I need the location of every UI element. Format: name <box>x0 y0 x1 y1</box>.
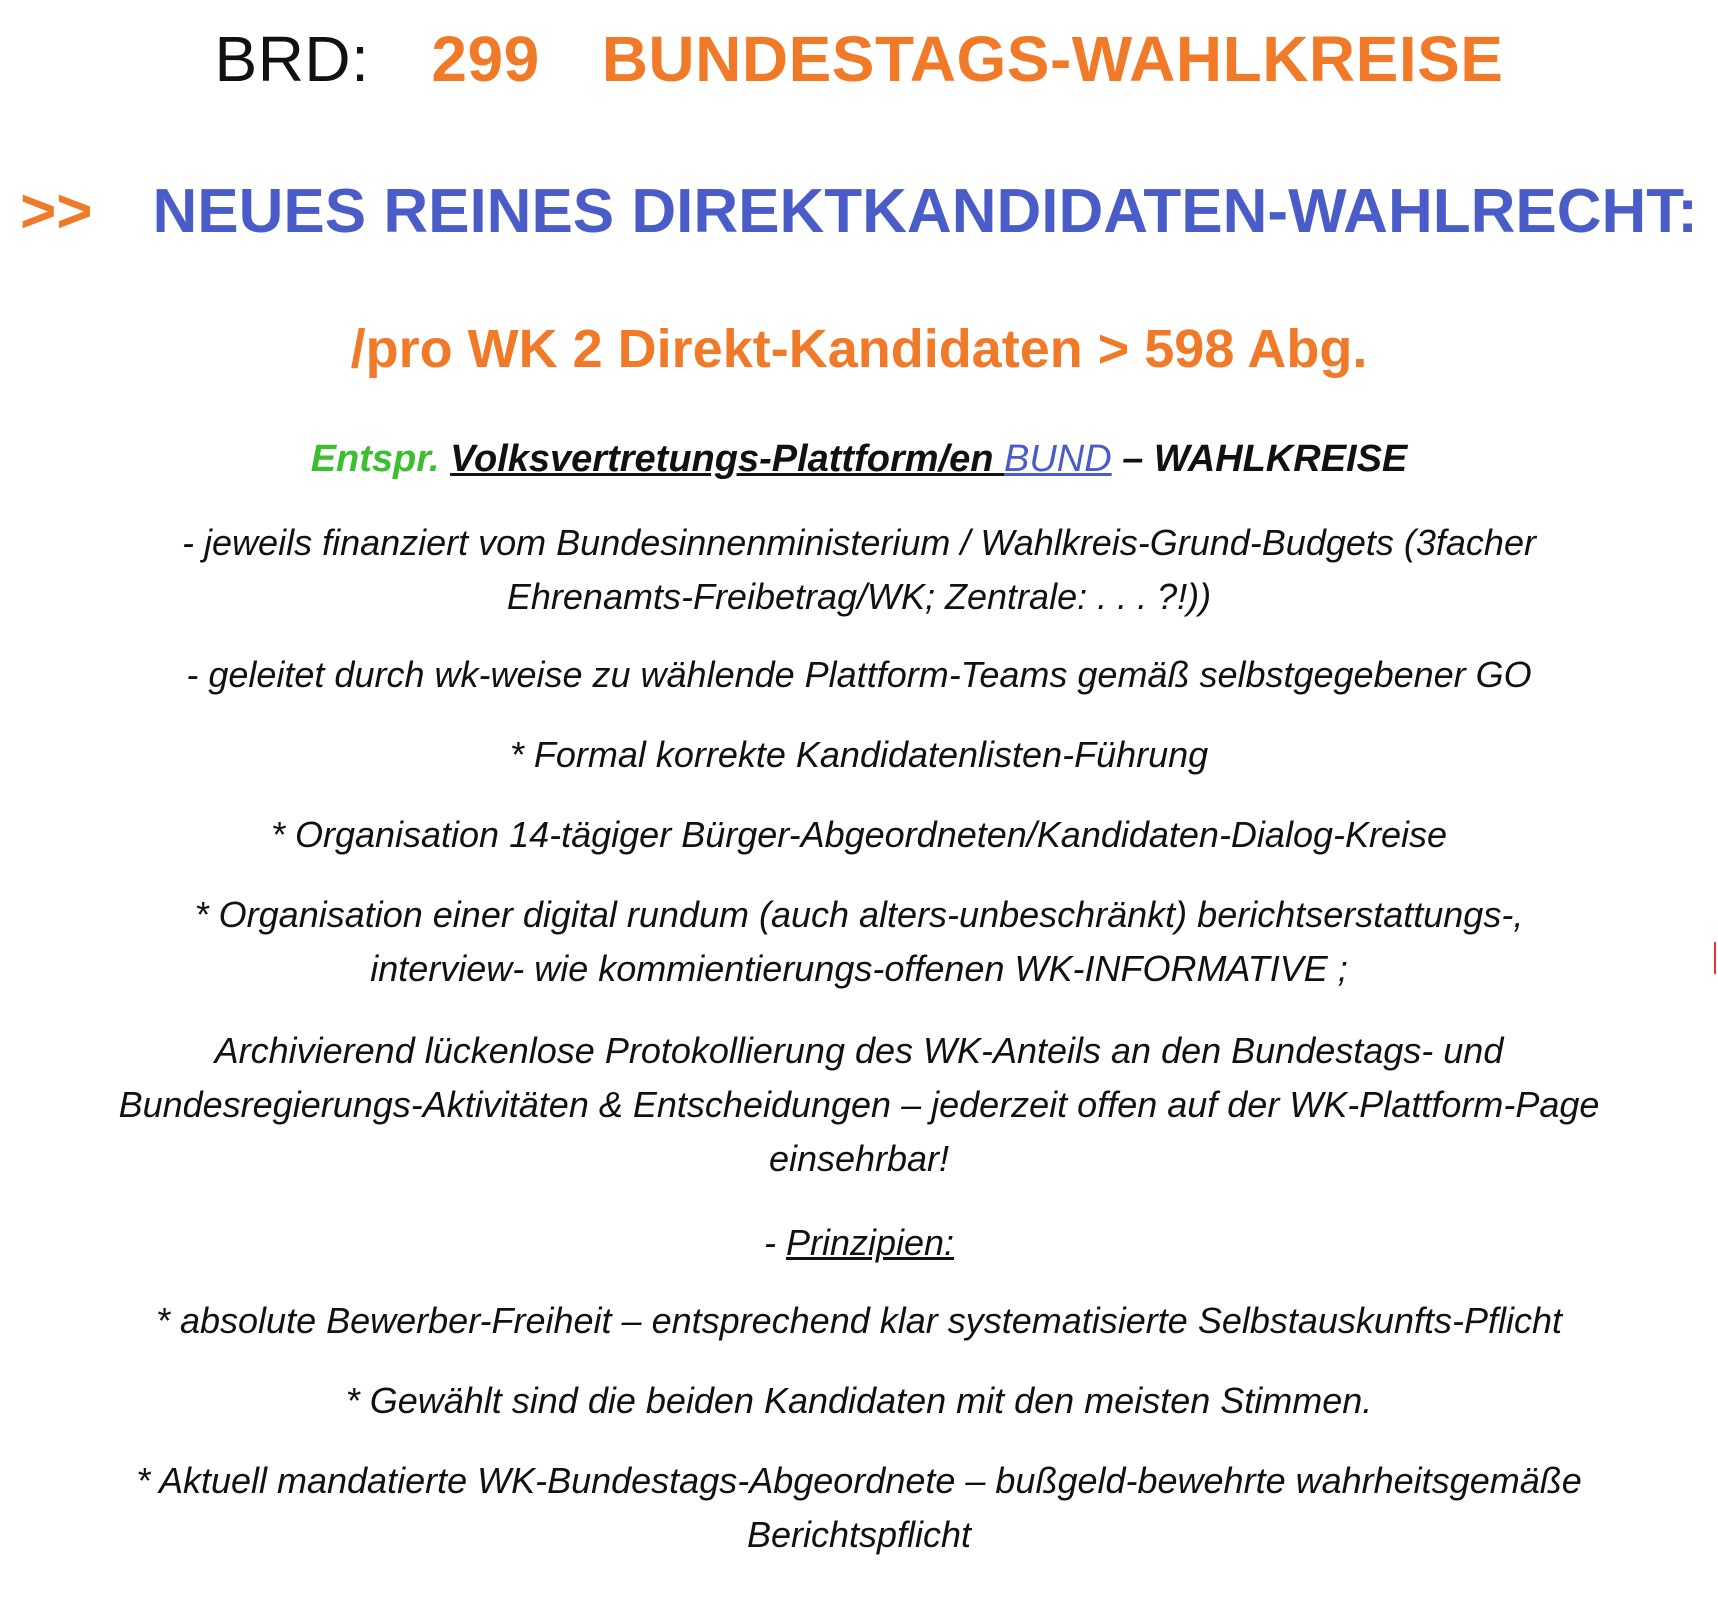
organisation-list-item: * Organisation 14-tägiger Bürger-Abgeordneten/Kandidaten-Dialog-Kreise <box>270 814 1448 855</box>
subheadline: /pro WK 2 Direkt-Kandidaten > 598 Abg. <box>350 319 1368 379</box>
title-label: BUNDESTAGS-WAHLKREISE <box>601 23 1504 95</box>
led-by-paragraph: - geleitet durch wk-weise zu wählende Plattform-Teams gemäß selbstgegebener GO <box>186 654 1532 695</box>
financed-paragraph <box>0 516 1718 624</box>
current-line-2: Berichtspflicht <box>746 1514 972 1555</box>
archive-line-3: einsehrbar! <box>768 1138 950 1179</box>
archive-paragraph <box>0 1024 1718 1186</box>
principles-dash: - <box>763 1222 786 1263</box>
edge-mark <box>1714 942 1716 974</box>
elected-list-item: * Gewählt sind die beiden Kandidaten mit den meisten Stimmen. <box>345 1380 1373 1421</box>
archive-line-1: Archivierend lückenlose Protokollierung des WK-Anteils an den Bundestags- und <box>214 1030 1504 1071</box>
headline-text: NEUES REINES DIREKTKANDIDATEN-WAHLRECHT: <box>152 177 1698 246</box>
wahlkreise-label: – WAHLKREISE <box>1111 438 1408 480</box>
page-title <box>0 22 1718 96</box>
freedom-list-item: * absolute Bewerber-Freiheit – entsprechend klar systematisierte Selbstauskunfts-Pflicht <box>155 1300 1562 1341</box>
digital-line-1: * Organisation einer digital rundum (auch alters-unbeschränkt) berichtserstattungs-, <box>194 894 1524 935</box>
archive-line-2: Bundesregierungs-Aktivitäten & Entscheidungen – jederzeit offen auf der WK-Plattform-Page <box>118 1084 1600 1125</box>
title-prefix: BRD: <box>214 23 370 95</box>
bund-link[interactable]: BUND <box>1004 438 1112 480</box>
current-line-1: * Aktuell mandatierte WK-Bundestags-Abgeordnete – bußgeld-bewehrte wahrheitsgemäße <box>136 1460 1582 1501</box>
formal-list-item: * Formal korrekte Kandidatenlisten-Führung <box>509 734 1209 775</box>
financed-line-1: - jeweils finanziert vom Bundesinnenministerium / Wahlkreis-Grund-Budgets (3facher <box>182 522 1536 563</box>
headline <box>0 176 1718 247</box>
current-paragraph <box>0 1454 1718 1562</box>
platform-line <box>0 438 1718 481</box>
digital-paragraph <box>0 888 1718 996</box>
principles-heading <box>0 1216 1718 1270</box>
financed-line-2: Ehrenamts-Freibetrag/WK; Zentrale: . . . ?!)) <box>506 576 1212 617</box>
title-count: 299 <box>431 23 540 95</box>
entspr-label: Entspr. <box>310 438 440 480</box>
digital-line-2: interview- wie kommientierungs-offenen WK-INFORMATIVE ; <box>370 948 1348 989</box>
headline-arrows: >> <box>20 177 93 246</box>
principles-label: Prinzipien: <box>785 1222 955 1263</box>
platform-link[interactable]: Volksvertretungs-Plattform/en <box>450 438 1004 480</box>
